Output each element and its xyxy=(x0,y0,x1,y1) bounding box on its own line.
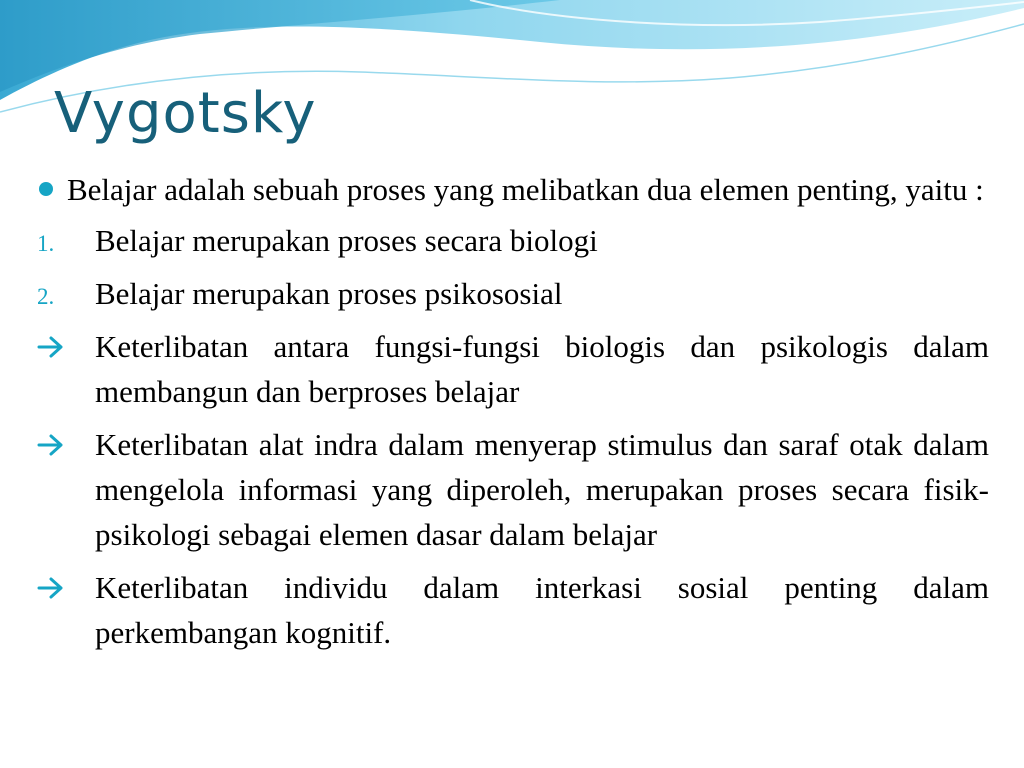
round-bullet-icon xyxy=(39,182,53,196)
numbered-item-text: Belajar merupakan proses psikososial xyxy=(95,276,563,311)
numbered-item-text: Belajar merupakan proses secara biologi xyxy=(95,223,598,258)
intro-text: Belajar adalah sebuah proses yang melibatkan dua elemen penting, yaitu : xyxy=(67,172,984,207)
intro-bullet xyxy=(0,167,1024,212)
slide-title: Vygotsky xyxy=(54,81,317,146)
numbered-item xyxy=(0,218,1024,263)
right-arrow-icon xyxy=(36,576,66,600)
slide-content xyxy=(0,167,1024,655)
right-arrow-icon xyxy=(36,335,66,359)
arrow-item-text: Keterlibatan individu dalam interkasi sosial penting dalam perkembangan kognitif. xyxy=(95,570,989,650)
list-number: 1. xyxy=(37,231,55,256)
arrow-item xyxy=(0,422,1024,557)
arrow-item xyxy=(0,324,1024,414)
arrow-item-text: Keterlibatan antara fungsi-fungsi biologis dan psikologis dalam membangun dan berproses belajar xyxy=(95,329,989,409)
arrow-item-text: Keterlibatan alat indra dalam menyerap stimulus dan saraf otak dalam mengelola informasi yang diperoleh, merupakan proses secara fisik-psikologi sebagai elemen dasar dalam belajar xyxy=(95,427,989,552)
numbered-item xyxy=(0,271,1024,316)
right-arrow-icon xyxy=(36,433,66,457)
arrow-item xyxy=(0,565,1024,655)
list-number: 2. xyxy=(37,284,55,309)
